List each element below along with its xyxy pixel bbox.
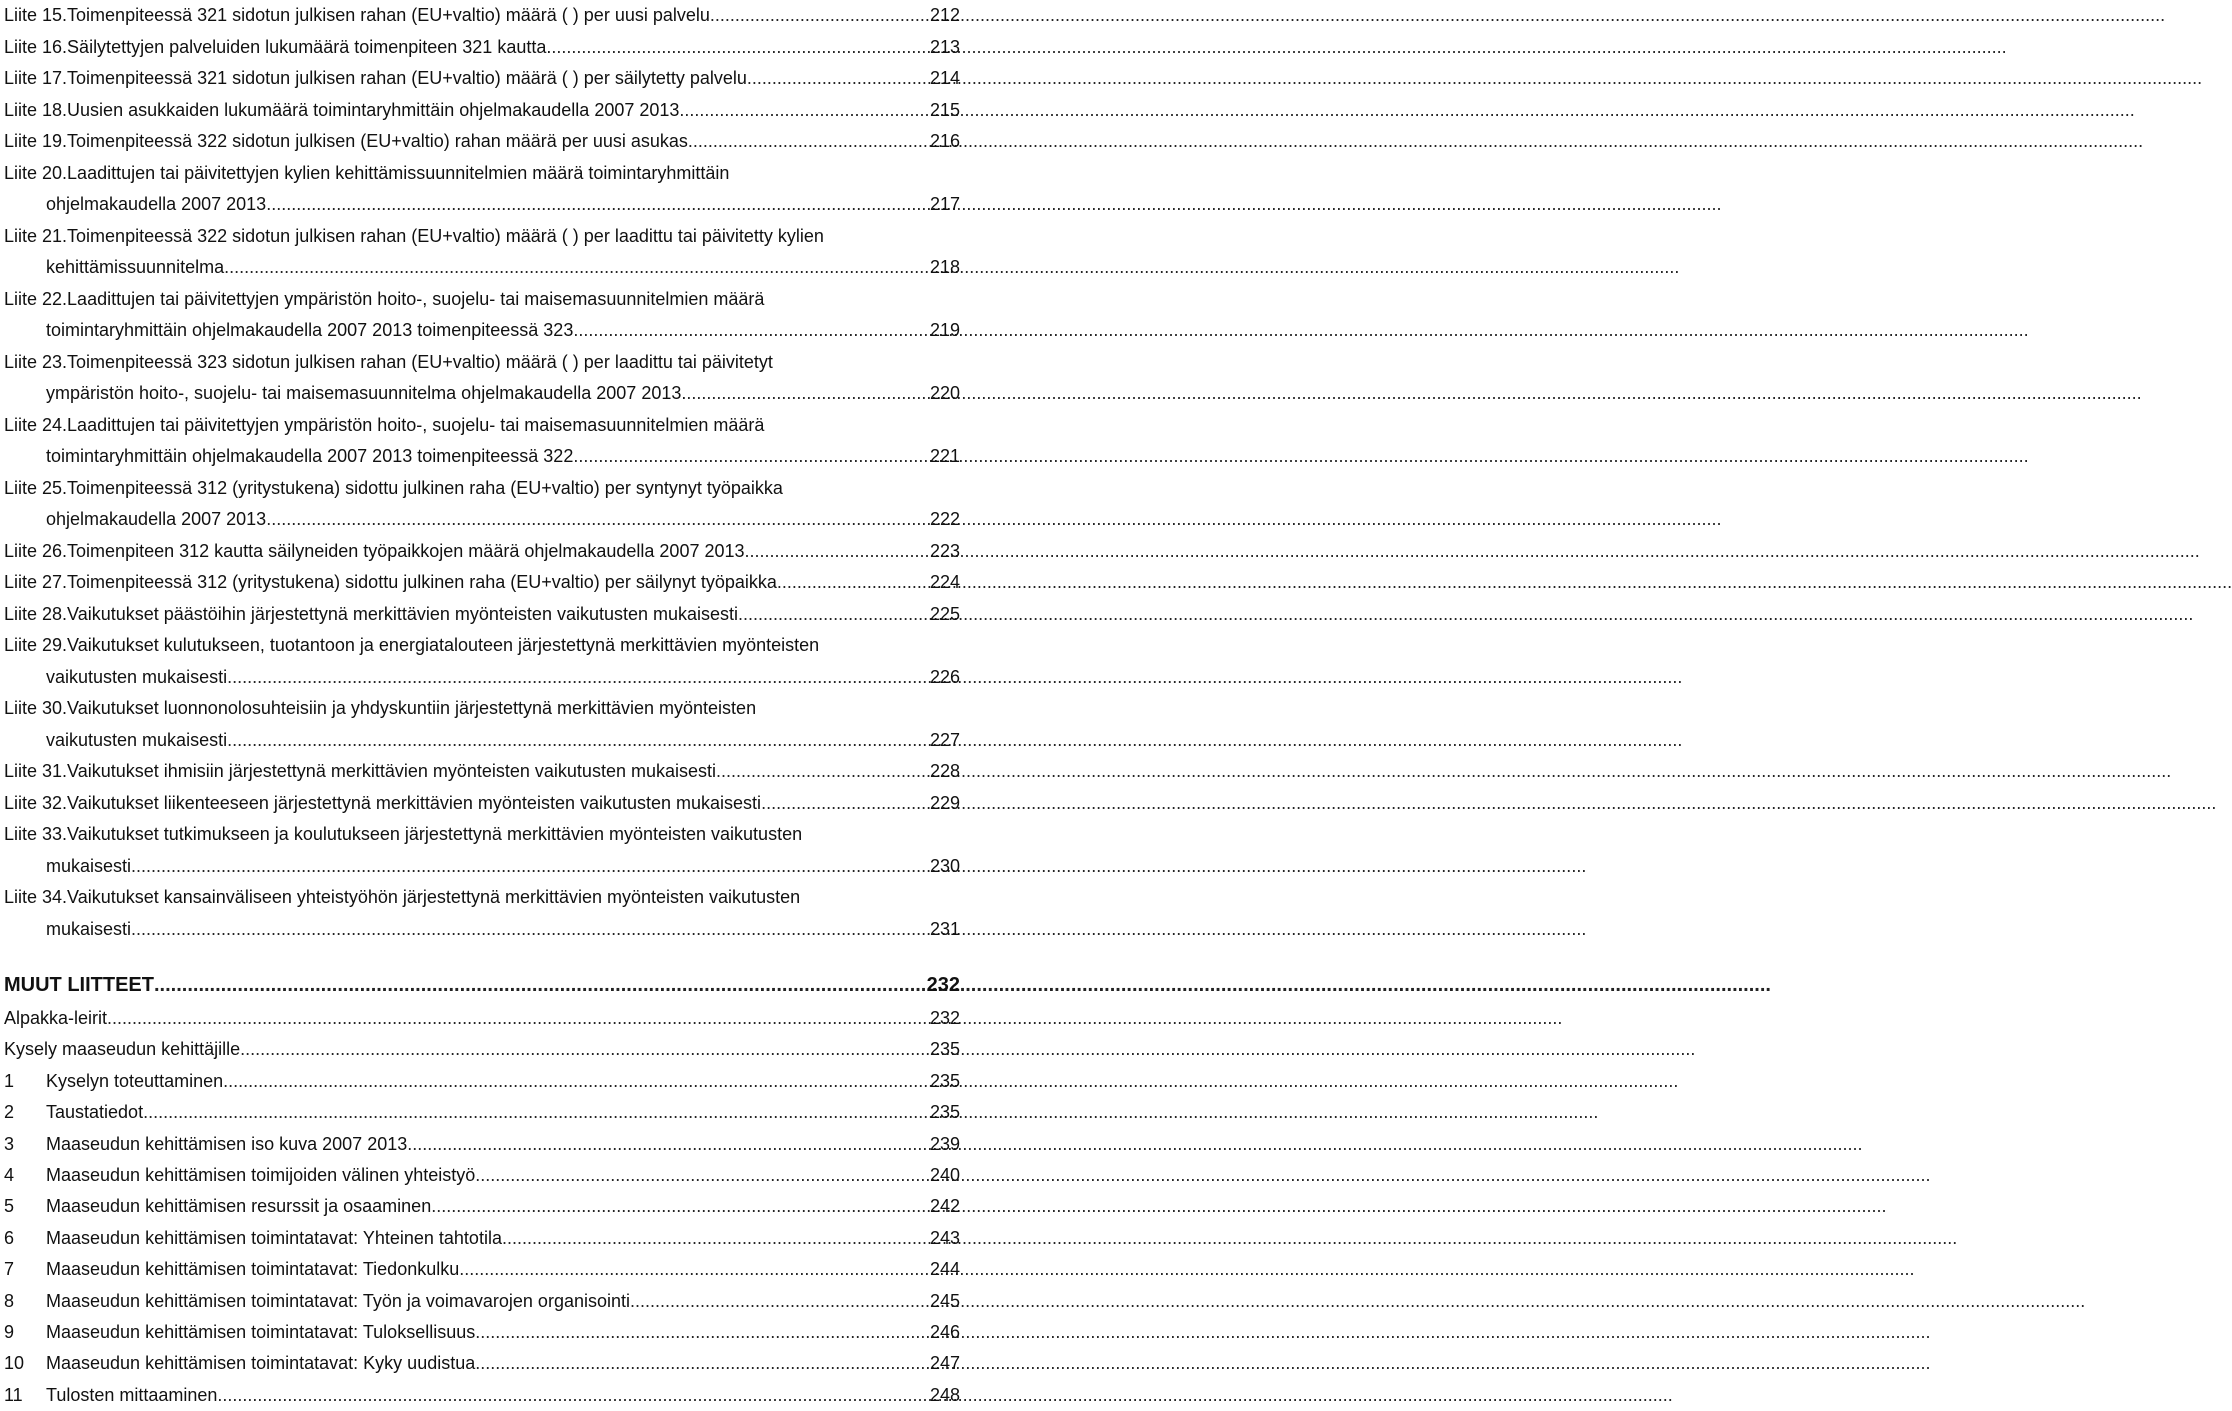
page-number: 228 xyxy=(929,761,960,781)
dot-leader xyxy=(475,1317,930,1348)
dot-leader xyxy=(686,378,930,410)
page-number: 217 xyxy=(929,194,960,214)
toc-entry-line xyxy=(0,630,960,662)
toc-entry-line xyxy=(0,756,960,788)
toc-entry-line xyxy=(0,378,960,410)
entry-title: vaikutusten mukaisesti xyxy=(46,729,228,750)
dot-leader xyxy=(459,1254,930,1285)
page-number: 212 xyxy=(929,5,960,25)
dot-leader xyxy=(224,252,930,284)
toc-entry[interactable] xyxy=(0,410,960,473)
entry-label: Liite 19. xyxy=(4,131,68,151)
page-number: 235 xyxy=(929,1039,960,1060)
entry-title: Alpakka-leirit xyxy=(4,1008,108,1028)
entry-title: Maaseudun kehittämisen iso kuva 2007 2013 xyxy=(46,1133,408,1154)
section-number: 1 xyxy=(4,1070,15,1091)
toc-entry[interactable] xyxy=(0,536,960,568)
dot-leader xyxy=(502,1223,930,1254)
section-number: 6 xyxy=(4,1227,15,1248)
toc-entry[interactable] xyxy=(0,1129,960,1160)
toc-entry-line xyxy=(0,158,960,190)
section-number: 8 xyxy=(4,1290,15,1311)
section-heading-row[interactable] xyxy=(0,967,960,1003)
other-appendices-list xyxy=(0,1003,960,1411)
toc-entry-line xyxy=(0,284,960,316)
entry-label: Liite 31. xyxy=(4,761,68,781)
page-number: 224 xyxy=(929,572,960,592)
dot-leader xyxy=(679,95,930,127)
dot-leader xyxy=(223,1066,930,1097)
section-number: 2 xyxy=(4,1102,15,1123)
section-number: 11 xyxy=(4,1384,23,1405)
section-number: 4 xyxy=(4,1164,15,1185)
toc-entry[interactable] xyxy=(0,1286,960,1317)
entry-title: Maaseudun kehittämisen toimintatavat: Kyky uudistua xyxy=(46,1353,476,1374)
toc-entry[interactable] xyxy=(0,1160,960,1191)
entry-title: Vaikutukset tutkimukseen ja koulutukseen järjestettynä merkittävien myönteisten vaikutusten xyxy=(67,824,803,844)
toc-entry-line xyxy=(0,347,960,379)
dot-leader xyxy=(240,1034,930,1065)
page-number: 235 xyxy=(929,1102,960,1123)
entry-title: toimintaryhmittäin ohjelmakaudella 2007 2013 toimenpiteessä 322 xyxy=(46,446,574,466)
page-number: 244 xyxy=(929,1259,960,1280)
toc-entry[interactable] xyxy=(0,1254,960,1285)
toc-entry-line xyxy=(0,567,960,599)
toc-entry[interactable] xyxy=(0,1317,960,1348)
dot-leader xyxy=(761,788,930,820)
toc-entry[interactable] xyxy=(0,63,960,95)
entry-title: ohjelmakaudella 2007 2013 xyxy=(46,194,267,214)
toc-entry[interactable] xyxy=(0,32,960,64)
page-number: 216 xyxy=(929,131,960,151)
entry-title: Vaikutukset luonnonolosuhteisiin ja yhdyskuntiin järjestettynä merkittävien myönteisten xyxy=(67,698,757,718)
toc-entry-line xyxy=(0,536,960,568)
toc-entry-line xyxy=(0,504,960,536)
page-number: 246 xyxy=(929,1321,960,1342)
toc-entry[interactable] xyxy=(0,1380,960,1411)
toc-entry-line xyxy=(0,441,960,473)
page-number: 247 xyxy=(929,1353,960,1374)
toc-entry-line xyxy=(0,882,960,914)
page-number: 232 xyxy=(929,1008,960,1028)
page-number: 229 xyxy=(929,792,960,813)
page-number: 232 xyxy=(926,974,960,996)
page-number: 222 xyxy=(929,509,960,529)
page-number: 231 xyxy=(929,918,960,939)
entry-title: Vaikutukset liikenteeseen järjestettynä merkittävien myönteisten vaikutusten mukaisesti xyxy=(67,792,762,813)
toc-entry[interactable] xyxy=(0,158,960,221)
entry-title: Toimenpiteessä 312 (yritystukena) sidottu julkinen raha (EU+valtio) per syntynyt työpaikka xyxy=(67,477,783,498)
toc-entry[interactable] xyxy=(0,473,960,536)
dot-leader xyxy=(227,662,930,694)
toc-entry-line xyxy=(0,95,960,127)
dot-leader xyxy=(777,567,930,599)
dot-leader xyxy=(475,1160,930,1191)
entry-title: Säilytettyjen palveluiden lukumäärä toimenpiteen 321 kautta. xyxy=(67,36,552,57)
toc-entry[interactable] xyxy=(0,599,960,631)
toc-entry[interactable] xyxy=(0,1348,960,1379)
dot-leader xyxy=(407,1129,930,1160)
toc-entry[interactable] xyxy=(0,284,960,347)
dot-leader xyxy=(747,63,930,95)
page-number: 219 xyxy=(929,320,960,340)
entry-label: Liite 27. xyxy=(4,572,68,592)
toc-entry[interactable] xyxy=(0,347,960,410)
entry-label: Liite 22. xyxy=(4,288,68,309)
entry-title: Vaikutukset kansainväliseen yhteistyöhön järjestettynä merkittävien myönteisten vaikutusten xyxy=(67,887,801,907)
toc-entry[interactable] xyxy=(0,1097,960,1128)
toc-entry[interactable] xyxy=(0,95,960,127)
toc-entry[interactable] xyxy=(0,1066,960,1097)
page-number: 239 xyxy=(929,1133,960,1154)
toc-entry[interactable] xyxy=(0,1003,960,1034)
page-number: 242 xyxy=(929,1196,960,1217)
entry-label: Liite 29. xyxy=(4,635,68,655)
dot-leader xyxy=(143,1097,930,1128)
toc-entry[interactable] xyxy=(0,693,960,756)
toc-entry-line xyxy=(0,914,960,946)
page-number: 248 xyxy=(929,1384,960,1405)
page-number: 221 xyxy=(929,446,960,466)
toc-entry[interactable] xyxy=(0,126,960,158)
entry-label: Liite 21. xyxy=(4,225,68,246)
dot-leader xyxy=(475,1348,930,1379)
dot-leader xyxy=(154,967,927,1003)
entry-title: Maaseudun kehittämisen toimintatavat: Työn ja voimavarojen organisointi xyxy=(46,1290,630,1311)
dot-leader xyxy=(630,1286,930,1317)
entry-title: Toimenpiteessä 322 sidotun julkisen rahan (EU+valtio) määrä ( ) per laadittu tai päivitetty kylien xyxy=(67,225,824,246)
entry-title: mukaisesti xyxy=(46,918,132,939)
entry-label: Liite 15. xyxy=(4,5,68,25)
dot-leader xyxy=(266,504,930,536)
entry-title: Kysely maaseudun kehittäjille xyxy=(4,1039,241,1060)
toc-entry-line xyxy=(0,725,960,757)
toc-entry[interactable] xyxy=(0,1034,960,1065)
dot-leader xyxy=(573,441,930,473)
toc-entry[interactable] xyxy=(0,567,960,599)
page-number: 245 xyxy=(929,1290,960,1311)
dot-leader xyxy=(745,536,930,568)
page-number: 225 xyxy=(929,603,960,624)
entry-title: Toimenpiteessä 321 sidotun julkisen rahan (EU+valtio) määrä ( ) per uusi palvelu xyxy=(67,5,710,25)
entry-label: Liite 24. xyxy=(4,414,68,435)
toc-entry-line xyxy=(0,819,960,851)
page-number: 230 xyxy=(929,855,960,876)
toc-entry-line xyxy=(0,252,960,284)
toc-entry-line xyxy=(0,851,960,883)
section-number: 7 xyxy=(4,1259,15,1280)
toc-entry[interactable] xyxy=(0,788,960,820)
toc-entry-line xyxy=(0,221,960,253)
page-number: 227 xyxy=(929,729,960,750)
section-number: 3 xyxy=(4,1133,15,1154)
page-number: 220 xyxy=(929,383,960,403)
entry-title: Toimenpiteessä 321 sidotun julkisen rahan (EU+valtio) määrä ( ) per säilytetty palvelu xyxy=(67,68,747,88)
entry-title: Toimenpiteessä 323 sidotun julkisen rahan (EU+valtio) määrä ( ) per laadittu tai päivitetyt xyxy=(67,351,773,372)
entry-title: Laadittujen tai päivitettyjen ympäristön hoito-, suojelu- tai maisemasuunnitelmien määrä xyxy=(67,414,765,435)
entry-title: Vaikutukset ihmisiin järjestettynä merkittävien myönteisten vaikutusten mukaisesti xyxy=(67,761,716,781)
toc-entry-line xyxy=(0,0,960,32)
entry-title: Maaseudun kehittämisen resurssit ja osaaminen xyxy=(46,1196,432,1217)
toc-entry-line xyxy=(0,189,960,221)
dot-leader xyxy=(710,0,930,32)
dot-leader xyxy=(688,126,930,158)
entry-title: Toimenpiteen 312 kautta säilyneiden työpaikkojen määrä ohjelmakaudella 2007 2013 xyxy=(67,540,745,561)
entry-title: Laadittujen tai päivitettyjen kylien kehittämissuunnitelmien määrä toimintaryhmittäin xyxy=(67,162,730,183)
entry-title: Kyselyn toteuttaminen xyxy=(46,1070,224,1091)
dot-leader xyxy=(107,1003,930,1034)
entry-title: Maaseudun kehittämisen toimijoiden välinen yhteistyö xyxy=(46,1164,476,1185)
page-number: 226 xyxy=(929,666,960,687)
toc-entry[interactable] xyxy=(0,0,960,32)
toc-entry-line xyxy=(0,63,960,95)
dot-leader xyxy=(573,315,930,347)
table-of-contents xyxy=(0,0,960,1411)
toc-entry-line xyxy=(0,693,960,725)
dot-leader xyxy=(227,725,930,757)
entry-label: Liite 23. xyxy=(4,351,68,372)
entry-label: Liite 28. xyxy=(4,603,68,624)
entry-label: Liite 16. xyxy=(4,36,68,57)
dot-leader xyxy=(131,914,930,946)
entry-label: Liite 18. xyxy=(4,99,68,120)
entry-label: Liite 30. xyxy=(4,698,68,718)
toc-entry-line xyxy=(0,315,960,347)
page-number: 215 xyxy=(929,99,960,120)
toc-entry[interactable] xyxy=(0,1223,960,1254)
entry-title: ohjelmakaudella 2007 2013 xyxy=(46,509,267,529)
entry-label: Liite 25. xyxy=(4,477,68,498)
entry-title: kehittämissuunnitelma xyxy=(46,257,225,277)
page-number: 240 xyxy=(929,1164,960,1185)
entry-label: Liite 34. xyxy=(4,887,68,907)
dot-leader xyxy=(551,32,930,64)
dot-leader xyxy=(217,1380,930,1411)
toc-entry-line xyxy=(0,410,960,442)
entry-title: Tulosten mittaaminen xyxy=(46,1384,218,1405)
page-number: 235 xyxy=(929,1070,960,1091)
entry-title: Maaseudun kehittämisen toimintatavat: Yhteinen tahtotila xyxy=(46,1227,502,1248)
toc-entry[interactable] xyxy=(0,630,960,693)
dot-leader xyxy=(716,756,930,788)
page-number: 213 xyxy=(929,36,960,57)
entry-label: Liite 33. xyxy=(4,824,68,844)
entry-title: Uusien asukkaiden lukumäärä toimintaryhmittäin ohjelmakaudella 2007 2013 xyxy=(67,99,680,120)
entry-label: Liite 26. xyxy=(4,540,68,561)
toc-entry[interactable] xyxy=(0,221,960,284)
entry-label: Liite 32. xyxy=(4,792,68,813)
page-number: 214 xyxy=(929,68,960,88)
entry-label: Liite 20. xyxy=(4,162,68,183)
dot-leader xyxy=(431,1191,930,1222)
toc-entry[interactable] xyxy=(0,819,960,882)
entry-title: ympäristön hoito-, suojelu- tai maisemasuunnitelma ohjelmakaudella 2007 2013. xyxy=(46,383,687,403)
entry-title: Toimenpiteessä 322 sidotun julkisen (EU+valtio) rahan määrä per uusi asukas xyxy=(67,131,688,151)
entry-title: Vaikutukset päästöihin järjestettynä merkittävien myönteisten vaikutusten mukaisesti xyxy=(67,603,739,624)
entry-title: Taustatiedot xyxy=(46,1102,144,1123)
toc-entry-line xyxy=(0,662,960,694)
entry-title: Maaseudun kehittämisen toimintatavat: Tiedonkulku xyxy=(46,1259,460,1280)
toc-entry-line xyxy=(0,32,960,64)
entry-title: Laadittujen tai päivitettyjen ympäristön hoito-, suojelu- tai maisemasuunnitelmien määrä xyxy=(67,288,765,309)
page-number: 243 xyxy=(929,1227,960,1248)
dot-leader xyxy=(738,599,930,631)
toc-entry[interactable] xyxy=(0,756,960,788)
entry-label: Liite 17. xyxy=(4,68,68,88)
entry-title: mukaisesti xyxy=(46,855,132,876)
toc-entry-line xyxy=(0,473,960,505)
dot-leader xyxy=(266,189,930,221)
section-heading: MUUT LIITTEET xyxy=(4,974,154,996)
appendix-list xyxy=(0,0,960,945)
page-number: 218 xyxy=(929,257,960,277)
toc-entry-line xyxy=(0,126,960,158)
toc-entry-line xyxy=(0,599,960,631)
entry-title: vaikutusten mukaisesti xyxy=(46,666,228,687)
entry-title: toimintaryhmittäin ohjelmakaudella 2007 2013 toimenpiteessä 323 xyxy=(46,320,574,340)
section-number: 10 xyxy=(4,1353,25,1374)
page-number: 223 xyxy=(929,540,960,561)
entry-title: Toimenpiteessä 312 (yritystukena) sidottu julkinen raha (EU+valtio) per säilynyt työpaikka xyxy=(67,572,777,592)
toc-entry[interactable] xyxy=(0,1191,960,1222)
entry-title: Vaikutukset kulutukseen, tuotantoon ja energiatalouteen järjestettynä merkittävien myönteisten xyxy=(67,635,820,655)
entry-title: Maaseudun kehittämisen toimintatavat: Tuloksellisuus xyxy=(46,1321,476,1342)
section-number: 5 xyxy=(4,1196,15,1217)
section-number: 9 xyxy=(4,1321,15,1342)
toc-entry[interactable] xyxy=(0,882,960,945)
toc-entry-line xyxy=(0,788,960,820)
dot-leader xyxy=(131,851,930,883)
